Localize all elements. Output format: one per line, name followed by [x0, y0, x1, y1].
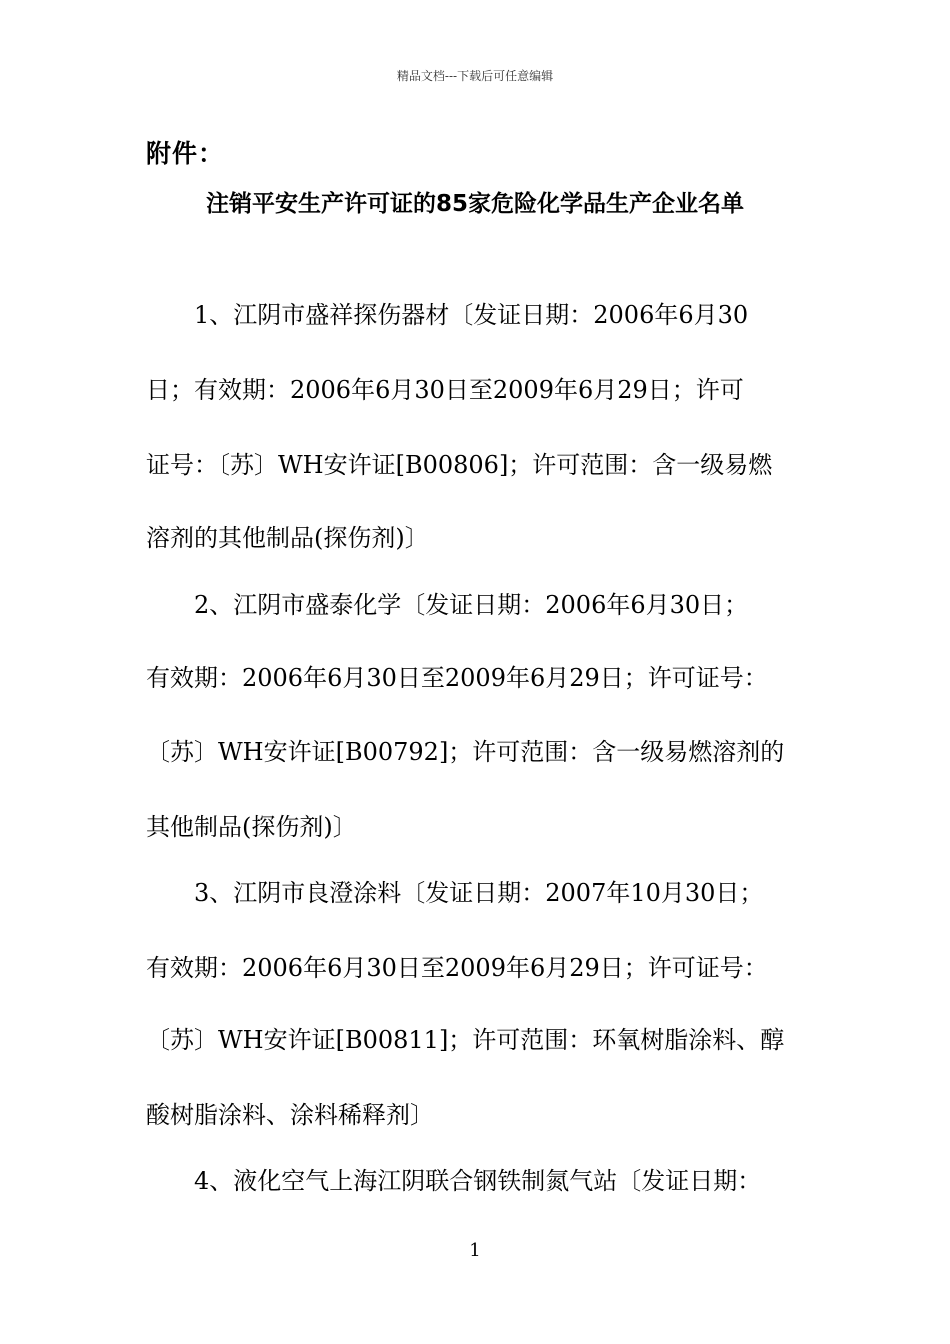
page-number: 1	[469, 1240, 481, 1261]
entry-3-line-4: 酸树脂涂料、涂料稀释剂〕	[146, 1101, 434, 1129]
entry-4-line-1: 4、液化空气上海江阴联合钢铁制氮气站〔发证日期：	[194, 1167, 762, 1195]
entry-3-line-2: 有效期：2006年6月30日至2009年6月29日；许可证号：	[146, 954, 768, 982]
entry-2-line-1: 2、江阴市盛泰化学〔发证日期：2006年6月30日；	[194, 591, 749, 619]
entry-1-line-1: 1、江阴市盛祥探伤器材〔发证日期：2006年6月30	[194, 301, 749, 329]
entry-3-line-3: 〔苏〕WH安许证[B00811]；许可范围：环氧树脂涂料、醇	[146, 1026, 785, 1054]
document-title: 注销平安生产许可证的85家危险化学品生产企业名单	[205, 191, 744, 217]
entry-1-line-3: 证号：〔苏〕WH安许证[B00806]；许可范围：含一级易燃	[146, 451, 773, 479]
entry-2-line-3: 〔苏〕WH安许证[B00792]；许可范围：含一级易燃溶剂的	[146, 738, 785, 766]
entry-1-line-2: 日；有效期：2006年6月30日至2009年6月29日；许可	[146, 376, 744, 404]
entry-1-line-4: 溶剂的其他制品(探伤剂)〕	[146, 524, 429, 552]
header-note: 精品文档---下载后可任意编辑	[396, 69, 554, 83]
entry-2-line-4: 其他制品(探伤剂)〕	[146, 813, 357, 841]
attachment-label: 附件：	[146, 139, 225, 168]
entry-3-line-1: 3、江阴市良澄涂料〔发证日期：2007年10月30日；	[194, 879, 764, 907]
entry-2-line-2: 有效期：2006年6月30日至2009年6月29日；许可证号：	[146, 664, 768, 692]
